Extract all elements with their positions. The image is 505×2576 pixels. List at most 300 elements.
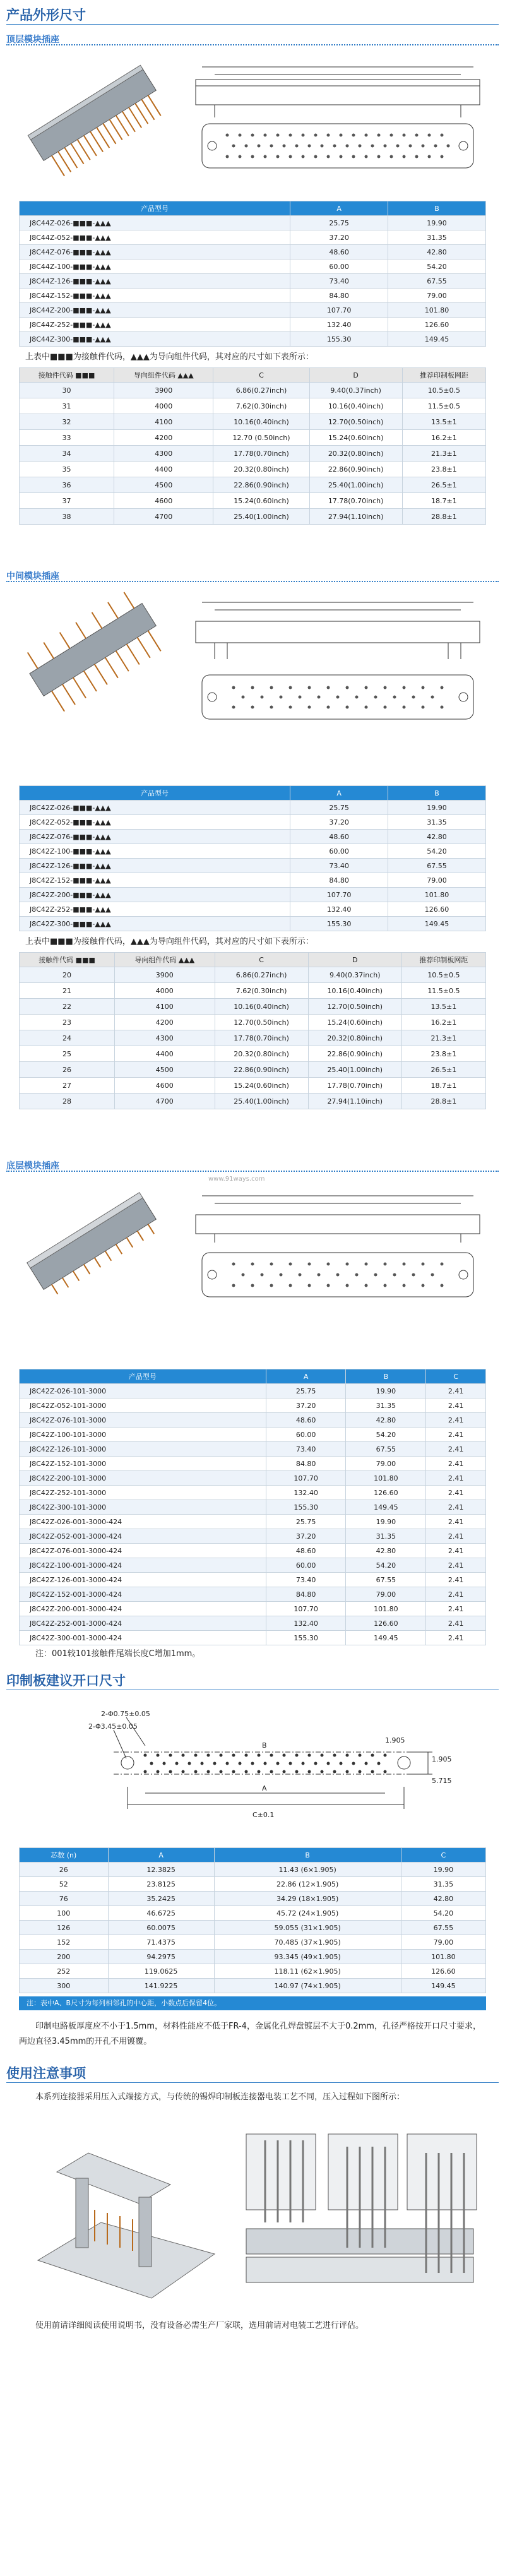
cell: 36 <box>20 477 114 493</box>
cell: 48.60 <box>290 245 388 259</box>
cell: 155.30 <box>266 1500 346 1515</box>
cell: 17.78(0.70inch) <box>213 446 309 462</box>
table-row <box>20 830 486 844</box>
section-usage-title: 使用注意事项 <box>6 2065 86 2081</box>
col-pitch: 推荐印制板网距 <box>401 953 485 967</box>
col-contact-code: 接触件代码 ■■■ <box>20 953 115 967</box>
table-row <box>20 477 486 493</box>
cell: 52 <box>20 1877 109 1892</box>
cell: 48.60 <box>266 1544 346 1558</box>
table-row <box>20 289 486 303</box>
table-row <box>20 1428 486 1442</box>
section-bottom-rule <box>6 1171 499 1172</box>
cell: 31.35 <box>346 1398 426 1413</box>
cell: 67.55 <box>401 1921 485 1935</box>
cell: 15.24(0.60inch) <box>308 1015 401 1030</box>
usage-text: 本系列连接器采用压入式端接方式，与传统的锡焊印制板连接器电装工艺不同，压入过程如下图所示： <box>35 2092 405 2102</box>
cell: 26 <box>20 1863 109 1877</box>
table-row <box>20 902 486 917</box>
cell: 152 <box>20 1935 109 1950</box>
section-top-title: 顶层模块插座 <box>6 35 59 45</box>
table-row <box>20 1602 486 1616</box>
cell: 28 <box>20 1094 115 1109</box>
cell: 15.24(0.60inch) <box>213 493 309 509</box>
col-d: D <box>308 953 401 967</box>
table-row <box>20 318 486 332</box>
table-row <box>20 801 486 815</box>
cell: 19.90 <box>346 1384 426 1398</box>
cell: 38 <box>20 509 114 525</box>
cell: 107.70 <box>290 888 388 902</box>
cell: J8C42Z-052-■■■-▲▲▲ <box>20 815 290 830</box>
cell: J8C42Z-300-101-3000 <box>20 1500 266 1515</box>
cell: 54.20 <box>388 844 486 859</box>
cell: 19.90 <box>388 801 486 815</box>
cell: 20 <box>20 967 115 983</box>
cell: 37.20 <box>266 1529 346 1544</box>
cell: 79.00 <box>346 1587 426 1602</box>
cell: 17.78(0.70inch) <box>309 493 402 509</box>
cell: 4200 <box>115 1015 215 1030</box>
cell: J8C42Z-026-001-3000-424 <box>20 1515 266 1529</box>
cell: 155.30 <box>290 917 388 931</box>
col-d: D <box>309 368 402 383</box>
dim-label: 5.715 <box>432 1777 452 1785</box>
table-row <box>20 245 486 259</box>
cell: J8C44Z-300-■■■-▲▲▲ <box>20 332 290 347</box>
cell: 46.6725 <box>108 1906 214 1921</box>
table-row <box>20 888 486 902</box>
cell: 22.86(0.90inch) <box>213 477 309 493</box>
cell: 21.3±1 <box>401 1030 485 1046</box>
cell: 20.32(0.80inch) <box>213 462 309 477</box>
cell: 20.32(0.80inch) <box>215 1046 308 1062</box>
cell: 73.40 <box>290 859 388 873</box>
cell: 54.20 <box>346 1558 426 1573</box>
cell: 26 <box>20 1062 115 1078</box>
cell: 7.62(0.30inch) <box>215 983 308 999</box>
col-a: A <box>266 1369 346 1384</box>
table-row <box>20 462 486 477</box>
cell: 10.16(0.40inch) <box>309 398 402 414</box>
cell: 42.80 <box>401 1892 485 1906</box>
cell: 2.41 <box>426 1428 486 1442</box>
cell: 25.40(1.00inch) <box>308 1062 401 1078</box>
cell: 31.35 <box>346 1529 426 1544</box>
cell: 13.5±1 <box>402 414 485 430</box>
cell: 67.55 <box>388 859 486 873</box>
cell: 2.41 <box>426 1587 486 1602</box>
col-a: A <box>290 201 388 216</box>
table-row <box>20 1921 486 1935</box>
table-row <box>20 216 486 230</box>
cell: 25.40(1.00inch) <box>215 1094 308 1109</box>
cell: 45.72 (24×1.905) <box>214 1906 401 1921</box>
cell: 25.75 <box>266 1515 346 1529</box>
cell: 141.9225 <box>108 1979 214 1993</box>
watermark: www.91ways.com <box>208 1176 265 1183</box>
cell: 25.75 <box>266 1384 346 1398</box>
cell: 3900 <box>115 967 215 983</box>
cell: 4400 <box>115 1046 215 1062</box>
dim-label: 2-Φ3.45±0.05 <box>88 1722 138 1731</box>
title-rule <box>6 24 499 25</box>
cell: 101.80 <box>346 1602 426 1616</box>
middle-connector-drawing <box>189 596 486 735</box>
cell: 25.40(1.00inch) <box>213 509 309 525</box>
cell: 84.80 <box>266 1587 346 1602</box>
cell: 10.16(0.40inch) <box>213 414 309 430</box>
pcb-hole-drawing <box>88 1698 452 1825</box>
cell: 42.80 <box>388 830 486 844</box>
table-row <box>20 303 486 318</box>
cell: 15.24(0.60inch) <box>215 1078 308 1094</box>
cell: 17.78(0.70inch) <box>308 1078 401 1094</box>
cell: 60.00 <box>290 844 388 859</box>
dim-label: 1.905 <box>432 1755 452 1763</box>
cell: 20.32(0.80inch) <box>309 446 402 462</box>
code-note-top: 上表中■■■为接触件代码，▲▲▲为导向组件代码，其对应的尺寸如下表所示： <box>25 352 314 362</box>
cell: 25.75 <box>290 216 388 230</box>
cell: 10.16(0.40inch) <box>308 983 401 999</box>
dim-label: B <box>262 1741 267 1750</box>
cell: 4000 <box>114 398 213 414</box>
col-b: B <box>388 786 486 801</box>
cell: 60.00 <box>266 1428 346 1442</box>
cell: 2.41 <box>426 1558 486 1573</box>
cell: 84.80 <box>266 1457 346 1471</box>
cell: 67.55 <box>346 1573 426 1587</box>
cell: 25.40(1.00inch) <box>309 477 402 493</box>
cell: 126.60 <box>346 1486 426 1500</box>
cell: 6.86(0.27inch) <box>213 383 309 398</box>
table-row <box>20 1964 486 1979</box>
table-row <box>20 259 486 274</box>
cell: 9.40(0.37inch) <box>309 383 402 398</box>
cell: 11.5±0.5 <box>402 398 485 414</box>
cell: 10.5±0.5 <box>401 967 485 983</box>
cell: 12.70(0.50inch) <box>215 1015 308 1030</box>
cell: 101.80 <box>401 1950 485 1964</box>
cell: 107.70 <box>266 1602 346 1616</box>
cell: 2.41 <box>426 1544 486 1558</box>
cell: 2.41 <box>426 1486 486 1500</box>
cell: 12.3825 <box>108 1863 214 1877</box>
cell: 73.40 <box>266 1573 346 1587</box>
cell: J8C42Z-026-101-3000 <box>20 1384 266 1398</box>
top-connector-3d-image <box>13 58 170 178</box>
cell: 132.40 <box>290 902 388 917</box>
cell: 18.7±1 <box>402 493 485 509</box>
table-row <box>20 1616 486 1631</box>
top-code-table <box>19 367 486 525</box>
table-row <box>20 1515 486 1529</box>
cell: 23.8125 <box>108 1877 214 1892</box>
cell: 4000 <box>115 983 215 999</box>
cell: 21 <box>20 983 115 999</box>
cell: 6.86(0.27inch) <box>215 967 308 983</box>
cell: J8C42Z-126-101-3000 <box>20 1442 266 1457</box>
cell: 70.485 (37×1.905) <box>214 1935 401 1950</box>
pcb-paragraph: 印制电路板厚度应不小于1.5mm，材料性能应不低于FR-4，金属化孔焊盘镀层不大于0.2mm，孔径严格按开口尺寸要求，两边直径3.45mm的开孔不用镀覆。 <box>19 2022 481 2046</box>
table-row <box>20 430 486 446</box>
cell: J8C42Z-026-■■■-▲▲▲ <box>20 801 290 815</box>
top-connector-drawing <box>189 61 486 181</box>
section-pcb-title: 印制板建议开口尺寸 <box>6 1673 126 1688</box>
table-row <box>20 230 486 245</box>
table-row <box>20 1892 486 1906</box>
cell: 19.90 <box>346 1515 426 1529</box>
col-model: 产品型号 <box>20 786 290 801</box>
cell: 79.00 <box>388 289 486 303</box>
cell: J8C42Z-300-001-3000-424 <box>20 1631 266 1645</box>
cell: 252 <box>20 1964 109 1979</box>
cell: 15.24(0.60inch) <box>309 430 402 446</box>
note-001: 注：001较101接触件尾端长度C增加1mm。 <box>35 1649 201 1659</box>
cell: 126.60 <box>388 902 486 917</box>
cell: 107.70 <box>290 303 388 318</box>
cell: 22.86(0.90inch) <box>309 462 402 477</box>
cell: J8C42Z-300-■■■-▲▲▲ <box>20 917 290 931</box>
table-row <box>20 815 486 830</box>
cell: 84.80 <box>290 289 388 303</box>
table-row <box>20 1413 486 1428</box>
cell: 4700 <box>114 509 213 525</box>
cell: 67.55 <box>388 274 486 289</box>
cell: 4100 <box>115 999 215 1015</box>
table-row <box>20 398 486 414</box>
cell: 140.97 (74×1.905) <box>214 1979 401 1993</box>
cell: J8C44Z-100-■■■-▲▲▲ <box>20 259 290 274</box>
cell: 31.35 <box>401 1877 485 1892</box>
cell: 149.45 <box>346 1500 426 1515</box>
table-row <box>20 1062 486 1078</box>
cell: 42.80 <box>346 1544 426 1558</box>
col-contact-code: 接触件代码 ■■■ <box>20 368 114 383</box>
cell: 30 <box>20 383 114 398</box>
col-guide-code: 导向组件代码 ▲▲▲ <box>115 953 215 967</box>
cell: 4700 <box>115 1094 215 1109</box>
middle-connector-3d-image <box>13 593 170 713</box>
cell: 19.90 <box>388 216 486 230</box>
section-middle-rule <box>6 581 499 582</box>
table-row <box>20 1863 486 1877</box>
cell: 101.80 <box>346 1471 426 1486</box>
cell: 101.80 <box>388 303 486 318</box>
table-row <box>20 332 486 347</box>
table-row <box>20 1078 486 1094</box>
bottom-connector-drawing <box>189 1190 486 1316</box>
bottom-model-table <box>19 1369 486 1645</box>
table-row <box>20 274 486 289</box>
table-row <box>20 873 486 888</box>
cell: 54.20 <box>388 259 486 274</box>
pcb-note: 注：表中A、B尺寸为每列相邻孔的中心距，小数点后保留4位。 <box>19 1996 486 2010</box>
cell: 126.60 <box>401 1964 485 1979</box>
col-model: 产品型号 <box>20 1369 266 1384</box>
cell: J8C42Z-126-001-3000-424 <box>20 1573 266 1587</box>
col-pins: 芯数 (n) <box>20 1848 109 1863</box>
section-bottom-title: 底层模块插座 <box>6 1161 59 1171</box>
cell: J8C42Z-076-101-3000 <box>20 1413 266 1428</box>
cell: 84.80 <box>290 873 388 888</box>
col-a: A <box>290 786 388 801</box>
cell: 34.29 (18×1.905) <box>214 1892 401 1906</box>
cell: 155.30 <box>290 332 388 347</box>
cell: 25 <box>20 1046 115 1062</box>
cell: 2.41 <box>426 1500 486 1515</box>
cell: J8C42Z-052-001-3000-424 <box>20 1529 266 1544</box>
cell: 42.80 <box>346 1413 426 1428</box>
cell: J8C42Z-100-■■■-▲▲▲ <box>20 844 290 859</box>
cell: 94.2975 <box>108 1950 214 1964</box>
cell: 79.00 <box>401 1935 485 1950</box>
col-c: C <box>213 368 309 383</box>
cell: 26.5±1 <box>401 1062 485 1078</box>
cell: J8C42Z-152-001-3000-424 <box>20 1587 266 1602</box>
cell: 107.70 <box>266 1471 346 1486</box>
cell: 118.11 (62×1.905) <box>214 1964 401 1979</box>
cell: 12.70(0.50inch) <box>308 999 401 1015</box>
table-row <box>20 1471 486 1486</box>
cell: J8C44Z-252-■■■-▲▲▲ <box>20 318 290 332</box>
press-fit-tool-image <box>13 2115 221 2305</box>
table-row <box>20 1500 486 1515</box>
table-row <box>20 983 486 999</box>
cell: 2.41 <box>426 1471 486 1486</box>
table-row <box>20 383 486 398</box>
cell: 2.41 <box>426 1573 486 1587</box>
cell: J8C42Z-100-001-3000-424 <box>20 1558 266 1573</box>
cell: 4200 <box>114 430 213 446</box>
cell: 59.055 (31×1.905) <box>214 1921 401 1935</box>
cell: J8C42Z-100-101-3000 <box>20 1428 266 1442</box>
table-row <box>20 1950 486 1964</box>
cell: 4500 <box>115 1062 215 1078</box>
table-row <box>20 1457 486 1471</box>
bottom-connector-3d-image <box>13 1187 170 1307</box>
section-top-rule <box>6 44 499 45</box>
cell: 18.7±1 <box>401 1078 485 1094</box>
table-row <box>20 967 486 983</box>
cell: 79.00 <box>346 1457 426 1471</box>
col-pitch: 推荐印制板网距 <box>402 368 485 383</box>
cell: 149.45 <box>346 1631 426 1645</box>
cell: 12.70 (0.50inch) <box>213 430 309 446</box>
cell: 22.86(0.90inch) <box>308 1046 401 1062</box>
cell: 25.75 <box>290 801 388 815</box>
cell: 54.20 <box>401 1906 485 1921</box>
cell: 2.41 <box>426 1442 486 1457</box>
table-row <box>20 1030 486 1046</box>
cell: 132.40 <box>266 1486 346 1500</box>
cell: 16.2±1 <box>401 1015 485 1030</box>
col-guide-code: 导向组件代码 ▲▲▲ <box>114 368 213 383</box>
col-c: C <box>426 1369 486 1384</box>
cell: 10.5±0.5 <box>402 383 485 398</box>
col-b: B <box>388 201 486 216</box>
cell: 54.20 <box>346 1428 426 1442</box>
cell: 2.41 <box>426 1529 486 1544</box>
cell: 4400 <box>114 462 213 477</box>
cell: 31.35 <box>388 230 486 245</box>
cell: 33 <box>20 430 114 446</box>
cell: 2.41 <box>426 1384 486 1398</box>
cell: 27.94(1.10inch) <box>309 509 402 525</box>
table-row <box>20 1529 486 1544</box>
cell: 71.4375 <box>108 1935 214 1950</box>
cell: 2.41 <box>426 1616 486 1631</box>
pcb-table <box>19 1847 486 1993</box>
cell: 48.60 <box>290 830 388 844</box>
table-row <box>20 1486 486 1500</box>
table-row <box>20 1384 486 1398</box>
cell: 28.8±1 <box>401 1094 485 1109</box>
cell: 2.41 <box>426 1398 486 1413</box>
cell: 126 <box>20 1921 109 1935</box>
cell: J8C42Z-200-■■■-▲▲▲ <box>20 888 290 902</box>
cell: 93.345 (49×1.905) <box>214 1950 401 1964</box>
cell: 4600 <box>115 1078 215 1094</box>
cell: 2.41 <box>426 1515 486 1529</box>
cell: J8C44Z-126-■■■-▲▲▲ <box>20 274 290 289</box>
cell: J8C42Z-200-101-3000 <box>20 1471 266 1486</box>
cell: 4600 <box>114 493 213 509</box>
cell: 2.41 <box>426 1413 486 1428</box>
cell: 11.5±0.5 <box>401 983 485 999</box>
dim-label: 2-Φ0.75±0.05 <box>101 1710 150 1718</box>
cell: J8C42Z-076-■■■-▲▲▲ <box>20 830 290 844</box>
cell: 13.5±1 <box>401 999 485 1015</box>
table-row <box>20 414 486 430</box>
cell: 126.60 <box>388 318 486 332</box>
table-row <box>20 1587 486 1602</box>
cell: 16.2±1 <box>402 430 485 446</box>
cell: J8C42Z-252-■■■-▲▲▲ <box>20 902 290 917</box>
table-row <box>20 1015 486 1030</box>
table-row <box>20 1935 486 1950</box>
cell: 149.45 <box>401 1979 485 1993</box>
cell: 12.70(0.50inch) <box>309 414 402 430</box>
cell: 23.8±1 <box>401 1046 485 1062</box>
cell: 200 <box>20 1950 109 1964</box>
cell: 37.20 <box>266 1398 346 1413</box>
usage-footer: 使用前请详细阅读使用说明书，没有设备必需生产厂家联，选用前请对电装工艺进行评估。 <box>35 2321 364 2330</box>
cell: 37.20 <box>290 815 388 830</box>
cell: J8C44Z-200-■■■-▲▲▲ <box>20 303 290 318</box>
cell: 67.55 <box>346 1442 426 1457</box>
cell: J8C42Z-200-001-3000-424 <box>20 1602 266 1616</box>
cell: J8C44Z-052-■■■-▲▲▲ <box>20 230 290 245</box>
cell: 42.80 <box>388 245 486 259</box>
cell: 23.8±1 <box>402 462 485 477</box>
cell: 7.62(0.30inch) <box>213 398 309 414</box>
cell: 28.8±1 <box>402 509 485 525</box>
cell: 100 <box>20 1906 109 1921</box>
section-middle-title: 中间模块插座 <box>6 571 59 581</box>
dim-label: 1.905 <box>385 1736 405 1744</box>
table-row <box>20 446 486 462</box>
cell: 149.45 <box>388 332 486 347</box>
table-row <box>20 1442 486 1457</box>
page-title: 产品外形尺寸 <box>6 7 86 23</box>
cell: J8C42Z-052-101-3000 <box>20 1398 266 1413</box>
cell: J8C42Z-152-■■■-▲▲▲ <box>20 873 290 888</box>
cell: 155.30 <box>266 1631 346 1645</box>
table-row <box>20 1906 486 1921</box>
cell: 10.16(0.40inch) <box>215 999 308 1015</box>
section-usage-rule <box>6 2082 499 2083</box>
